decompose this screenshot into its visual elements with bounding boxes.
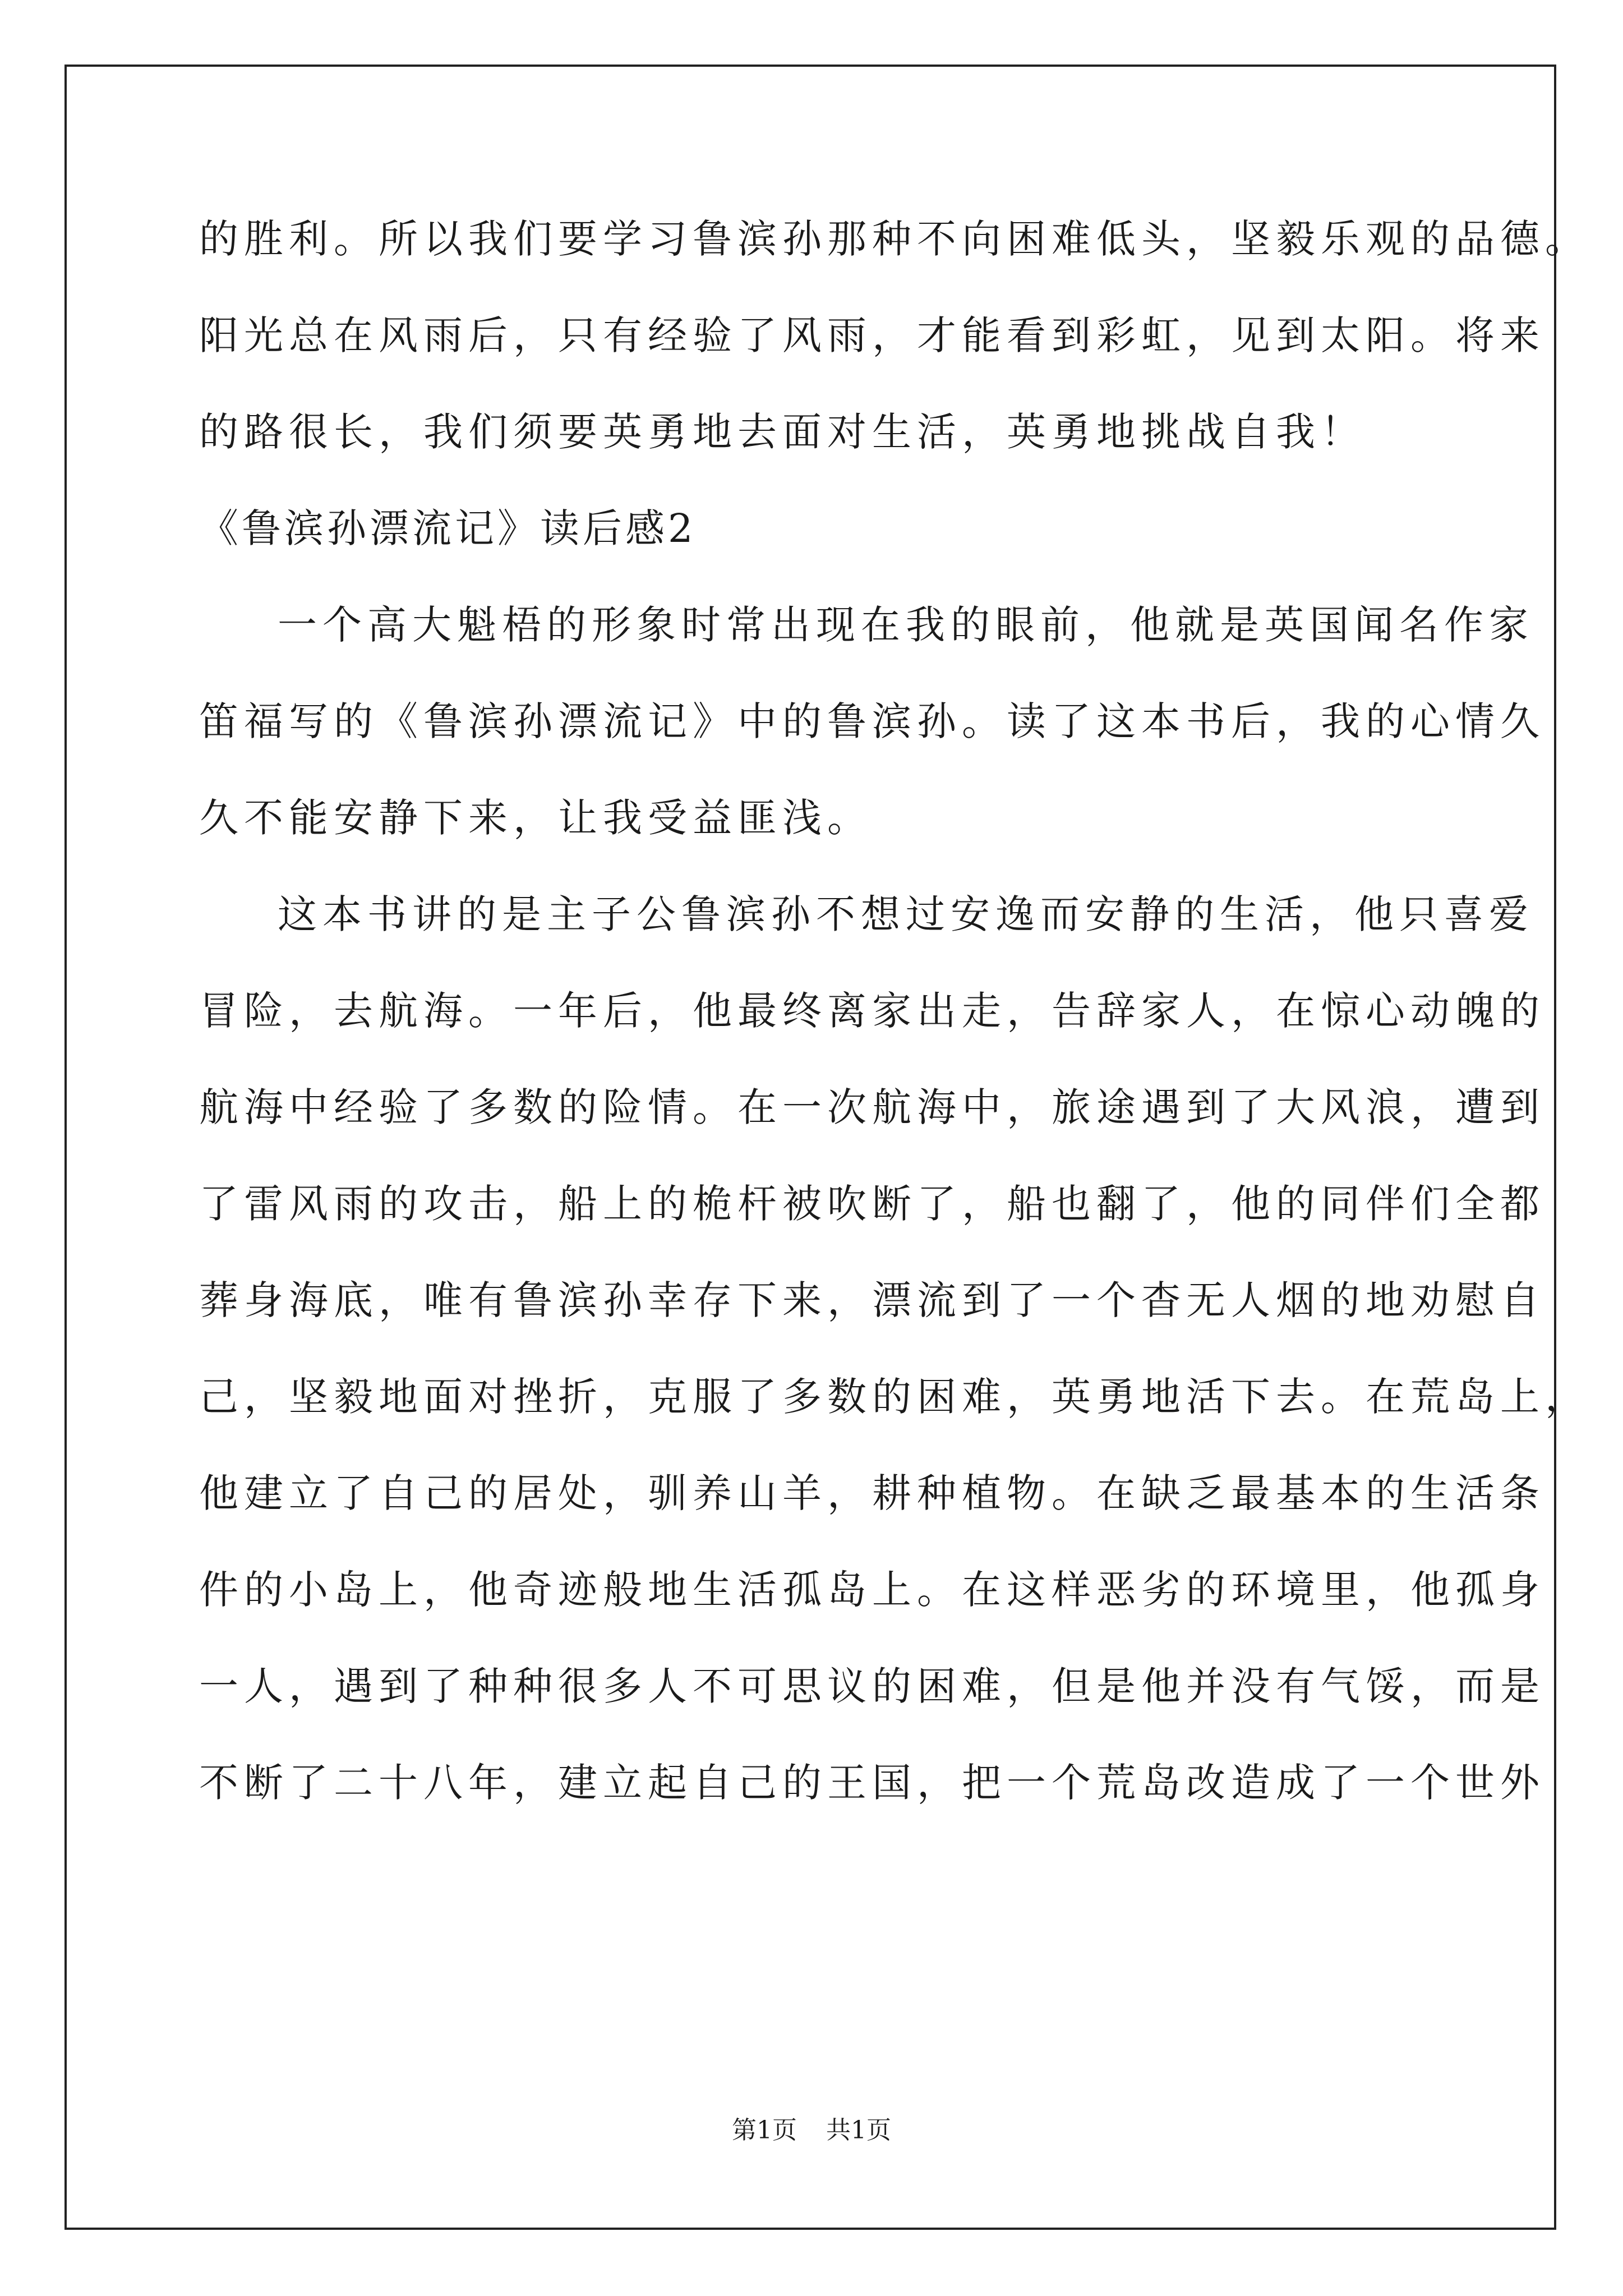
text-line: 久不能安静下来，让我受益匪浅。 bbox=[199, 795, 872, 841]
document-body bbox=[199, 191, 1590, 1831]
text-line: 航海中经验了多数的险情。在一次航海中，旅途遇到了大风浪，遭到 bbox=[199, 1084, 1545, 1130]
text-line: 葬身海底，唯有鲁滨孙幸存下来，漂流到了一个杳无人烟的地劝慰自 bbox=[199, 1277, 1545, 1323]
text-line: 了雷风雨的攻击，船上的桅杆被吹断了，船也翻了，他的同伴们全都 bbox=[199, 1181, 1545, 1227]
page-total: 共1页 bbox=[826, 2116, 891, 2145]
text-line: 他建立了自己的居处，驯养山羊，耕种植物。在缺乏最基本的生活条 bbox=[199, 1470, 1545, 1516]
text-line: 冒险，去航海。一年后，他最终离家出走，告辞家人，在惊心动魄的 bbox=[199, 988, 1545, 1034]
text-line: 的胜利。所以我们要学习鲁滨孙那种不向困难低头，坚毅乐观的品德。 bbox=[199, 216, 1590, 262]
text-line: 不断了二十八年，建立起自己的王国，把一个荒岛改造成了一个世外 bbox=[199, 1760, 1545, 1806]
page-number: 第1页 bbox=[732, 2116, 797, 2145]
text-line: 阳光总在风雨后，只有经验了风雨，才能看到彩虹，见到太阳。将来 bbox=[199, 312, 1545, 358]
text-line: 的路很长，我们须要英勇地去面对生活，英勇地挑战自我！ bbox=[199, 409, 1366, 455]
section-heading: 《鲁滨孙漂流记》读后感2 bbox=[199, 505, 697, 551]
paragraph-first-line: 一个高大魁梧的形象时常出现在我的眼前，他就是英国闻名作家 bbox=[278, 602, 1534, 648]
page-footer bbox=[0, 2114, 1623, 2147]
text-line: 一人，遇到了种种很多人不可思议的困难，但是他并没有气馁，而是 bbox=[199, 1663, 1545, 1709]
text-line: 笛福写的《鲁滨孙漂流记》中的鲁滨孙。读了这本书后，我的心情久 bbox=[199, 698, 1545, 744]
text-line: 件的小岛上，他奇迹般地生活孤岛上。在这样恶劣的环境里，他孤身 bbox=[199, 1567, 1545, 1613]
text-line: 己，坚毅地面对挫折，克服了多数的困难，英勇地活下去。在荒岛上， bbox=[199, 1374, 1590, 1420]
paragraph-first-line: 这本书讲的是主子公鲁滨孙不想过安逸而安静的生活，他只喜爱 bbox=[278, 891, 1534, 937]
